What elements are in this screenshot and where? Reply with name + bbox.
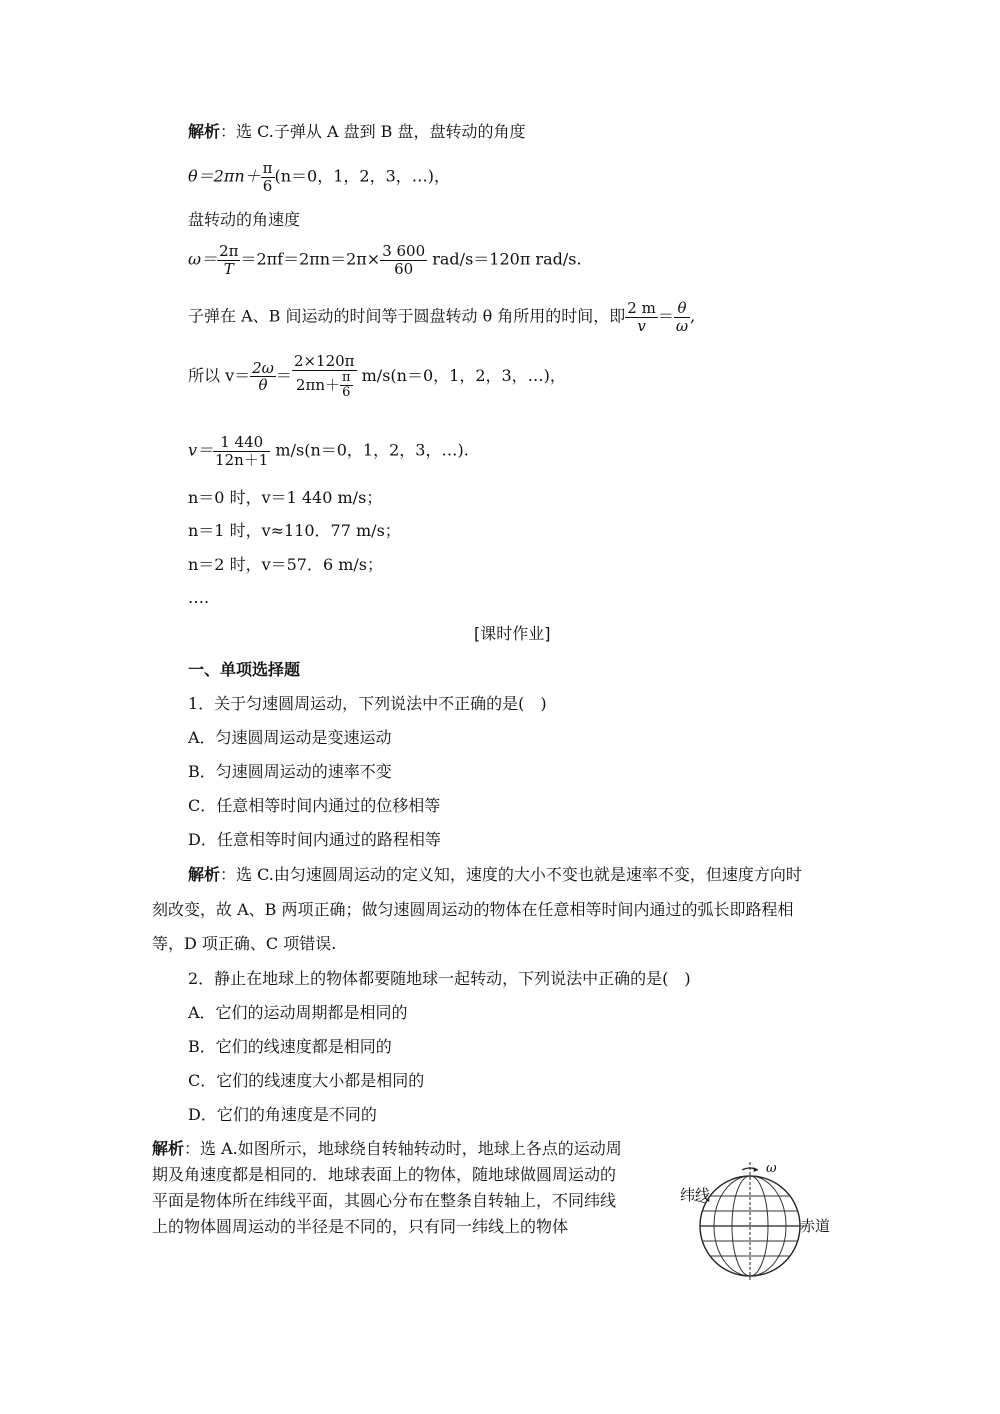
time-equation: 子弹在 A、B 间运动的时间等于圆盘转动 θ 角所用的时间，即 $\frac{2 m}{v}$ ＝ $\frac{\theta}{\omega}$ , [188, 299, 696, 335]
q2-solution-line4: 上的物体圆周运动的半径是不同的，只有同一纬线上的物体 [152, 1217, 569, 1236]
theta-equation: θ＝2πn＋ $\frac{\pi}{6}$ (n＝0，1，2，3，…)， [188, 159, 451, 195]
q1-solution-line1: 解析：选 C.由匀速圆周运动的定义知，速度的大小不变也就是速率不变，但速度方向时 [188, 865, 802, 884]
globe-figure [676, 1158, 846, 1286]
omega-label: 盘转动的角速度 [188, 210, 301, 229]
v-equation: v＝ $\frac{1 440}{12n+1}$ m/s(n＝0，1，2，3，…). [188, 433, 469, 469]
q1-option-c: C．任意相等时间内通过的位移相等 [188, 796, 441, 815]
q2-option-a: A．它们的运动周期都是相同的 [188, 1003, 408, 1022]
ellipsis-line: …. [188, 588, 210, 607]
latitude-label: 纬线 [680, 1186, 711, 1204]
speed-equation: 所以 v＝ $\frac{2\omega}{\theta}$ ＝ 2×120π 2πn＋ $\frac{\pi}{6}$ m/s(n＝0，1，2，3，…)， [188, 352, 566, 400]
q2-solution-line2: 期及角速度都是相同的．地球表面上的物体，随地球做圆周运动的 [152, 1165, 617, 1184]
solution-label: 解析 [188, 122, 221, 141]
q2-option-c: C．它们的线速度大小都是相同的 [188, 1071, 425, 1090]
solution-intro: ：选 C.子弹从 A 盘到 B 盘，盘转动的角度 [220, 122, 526, 141]
q1-stem: 1．关于匀速圆周运动，下列说法中不正确的是( ) [188, 694, 547, 713]
part-heading: 一、单项选择题 [188, 660, 301, 679]
q2-option-b: B．它们的线速度都是相同的 [188, 1037, 392, 1056]
q1-option-a: A．匀速圆周运动是变速运动 [188, 728, 392, 747]
sol1-intro-line [188, 124, 526, 140]
q1-option-b: B．匀速圆周运动的速率不变 [188, 762, 392, 781]
q1-option-d: D．任意相等时间内通过的路程相等 [188, 830, 441, 849]
omega-label: ω [766, 1161, 777, 1176]
section-title: [课时作业] [474, 624, 551, 643]
n1-line: n＝1 时，v≈110．77 m/s； [188, 521, 401, 540]
q2-solution-line3: 平面是物体所在纬线平面，其圆心分布在整条自转轴上，不同纬线 [152, 1191, 617, 1210]
q2-option-d: D．它们的角速度是不同的 [188, 1105, 377, 1124]
omega-equation: ω＝ $\frac{2\pi}{T}$ ＝2πf＝2πn＝2π× $\frac{3 600}{60}$ rad/s＝120π rad/s. [188, 242, 582, 278]
q2-solution-line1: 解析：选 A.如图所示，地球绕自转轴转动时，地球上各点的运动周 [152, 1139, 622, 1158]
equator-label: 赤道 [800, 1217, 831, 1235]
q2-stem: 2．静止在地球上的物体都要随地球一起转动，下列说法中正确的是( ) [188, 969, 691, 988]
n2-line: n＝2 时，v＝57．6 m/s； [188, 555, 384, 574]
q1-solution-line2: 刻改变，故 A、B 两项正确；做匀速圆周运动的物体在任意相等时间内通过的弧长即路程相 [152, 900, 794, 919]
q1-solution-line3: 等，D 项正确、C 项错误. [152, 934, 337, 953]
n0-line: n＝0 时，v＝1 440 m/s； [188, 488, 383, 507]
